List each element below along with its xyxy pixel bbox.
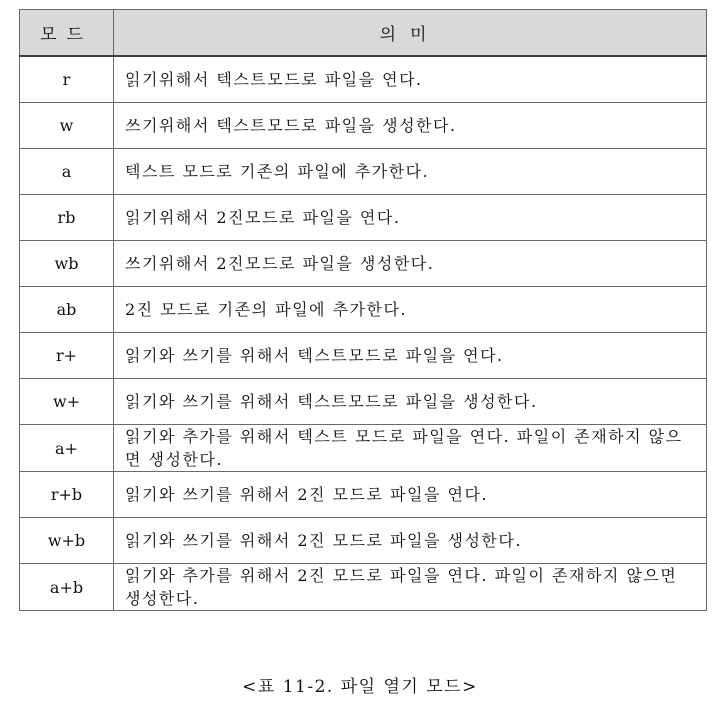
mode-cell: a+b [20, 564, 114, 611]
table-row [20, 103, 707, 149]
meaning-cell: 읽기와 쓰기를 위해서 2진 모드로 파일을 연다. [114, 472, 707, 518]
meaning-cell: 읽기와 쓰기를 위해서 텍스트모드로 파일을 연다. [114, 333, 707, 379]
table-row [20, 564, 707, 611]
table-row [20, 241, 707, 287]
mode-cell: r+ [20, 333, 114, 379]
meaning-cell: 읽기와 쓰기를 위해서 2진 모드로 파일을 생성한다. [114, 518, 707, 564]
table-row [20, 518, 707, 564]
header-mode: 모드 [20, 10, 114, 57]
meaning-cell: 읽기위해서 2진모드로 파일을 연다. [114, 195, 707, 241]
mode-cell: w+ [20, 379, 114, 425]
mode-cell: a+ [20, 425, 114, 472]
table-row [20, 149, 707, 195]
table-row [20, 379, 707, 425]
table-row [20, 425, 707, 472]
mode-cell: w+b [20, 518, 114, 564]
mode-cell: w [20, 103, 114, 149]
meaning-cell: 읽기와 쓰기를 위해서 텍스트모드로 파일을 생성한다. [114, 379, 707, 425]
meaning-cell: 읽기위해서 텍스트모드로 파일을 연다. [114, 56, 707, 103]
mode-cell: a [20, 149, 114, 195]
mode-cell: ab [20, 287, 114, 333]
header-meaning: 의미 [114, 10, 707, 57]
table-row [20, 56, 707, 103]
meaning-cell: 쓰기위해서 텍스트모드로 파일을 생성한다. [114, 103, 707, 149]
table-row [20, 287, 707, 333]
mode-cell: rb [20, 195, 114, 241]
mode-cell: r [20, 56, 114, 103]
table-row [20, 472, 707, 518]
file-mode-table [19, 9, 707, 611]
meaning-cell: 2진 모드로 기존의 파일에 추가한다. [114, 287, 707, 333]
mode-cell: wb [20, 241, 114, 287]
table-caption: <표 11-2. 파일 열기 모드> [242, 677, 478, 697]
table-row [20, 333, 707, 379]
meaning-cell: 텍스트 모드로 기존의 파일에 추가한다. [114, 149, 707, 195]
table-row [20, 195, 707, 241]
meaning-cell: 읽기와 추가를 위해서 2진 모드로 파일을 연다. 파일이 존재하지 않으면 생성한다. [114, 564, 707, 611]
mode-cell: r+b [20, 472, 114, 518]
meaning-cell: 쓰기위해서 2진모드로 파일을 생성한다. [114, 241, 707, 287]
table-header-row [20, 10, 707, 57]
meaning-cell: 읽기와 추가를 위해서 텍스트 모드로 파일을 연다. 파일이 존재하지 않으면 생성한다. [114, 425, 707, 472]
